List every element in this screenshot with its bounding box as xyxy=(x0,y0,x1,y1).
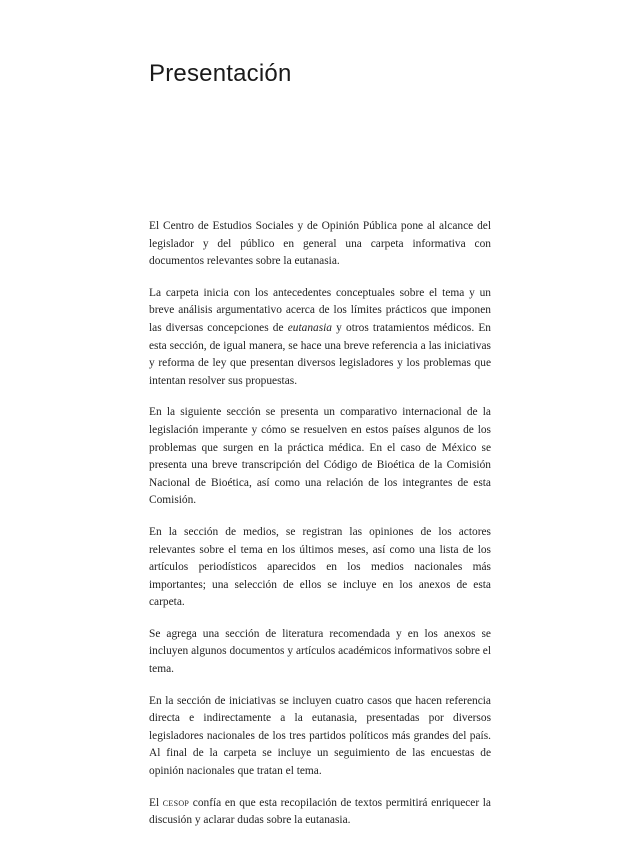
body-text xyxy=(149,218,491,844)
paragraph-intro: El Centro de Estudios Sociales y de Opinión Pública pone al alcance del legislador y del público en general una carpeta informativa con documentos relevantes sobre la eutanasia. xyxy=(149,220,491,268)
cesop-abbreviation: cesop xyxy=(162,796,190,809)
page-title: Presentación xyxy=(149,60,292,87)
paragraph-literatura: Se agrega una sección de literatura recomendada y en los anexos se incluyen algunos documentos y artículos académicos informativos sobre el tema. xyxy=(149,627,491,676)
paragraph-cierre-text-start: El xyxy=(149,796,163,809)
paragraph-antecedentes xyxy=(149,285,491,391)
paragraph-iniciativas: En la sección de iniciativas se incluyen cuatro casos que hacen referencia directa e indirectamente a la eutanasia, presentadas por diversos legisladores nacionales de los tres partidos políticos más grandes del país. Al final de la carpeta se incluye un seguimiento de las encuestas de opinión nacionales que tratan el tema. xyxy=(149,694,491,778)
eutanasia-term: eutanasia xyxy=(287,321,332,334)
paragraph-cierre xyxy=(149,795,491,830)
paragraph-medios: En la sección de medios, se registran las opiniones de los actores relevantes sobre el tema en los últimos meses, así como una lista de los artículos periodísticos aparecidos en los medios nacionales más importantes; una selección de ellos se incluye en los anexos de esta carpeta. xyxy=(149,525,491,609)
paragraph-comparativo: En la siguiente sección se presenta un comparativo internacional de la legislación imperante y cómo se resuelven en estos países algunos de los problemas que surgen en la práctica médica. En el caso de México se presenta una breve transcripción del Código de Bioética de la Comisión Nacional de Bioética, así como una relación de los integrantes de esta Comisión. xyxy=(149,406,491,507)
paragraph-cierre-text-end: confía en que esta recopilación de textos permitirá enriquecer la discusión y aclarar dudas sobre la eutanasia. xyxy=(149,796,491,827)
paragraph-antecedentes-text-start: La carpeta inicia con los antecedentes conceptuales sobre el tema y un breve análisis argumentativo acerca de los límites prácticos que imponen las diversas concepciones de xyxy=(149,286,491,334)
paragraph-antecedentes-text-end: y otros tratamientos médicos. En esta sección, de igual manera, se hace una breve referencia a las iniciativas y reforma de ley que presentan diversos legisladores y los problemas que intentan resolver sus propuestas. xyxy=(149,321,491,387)
